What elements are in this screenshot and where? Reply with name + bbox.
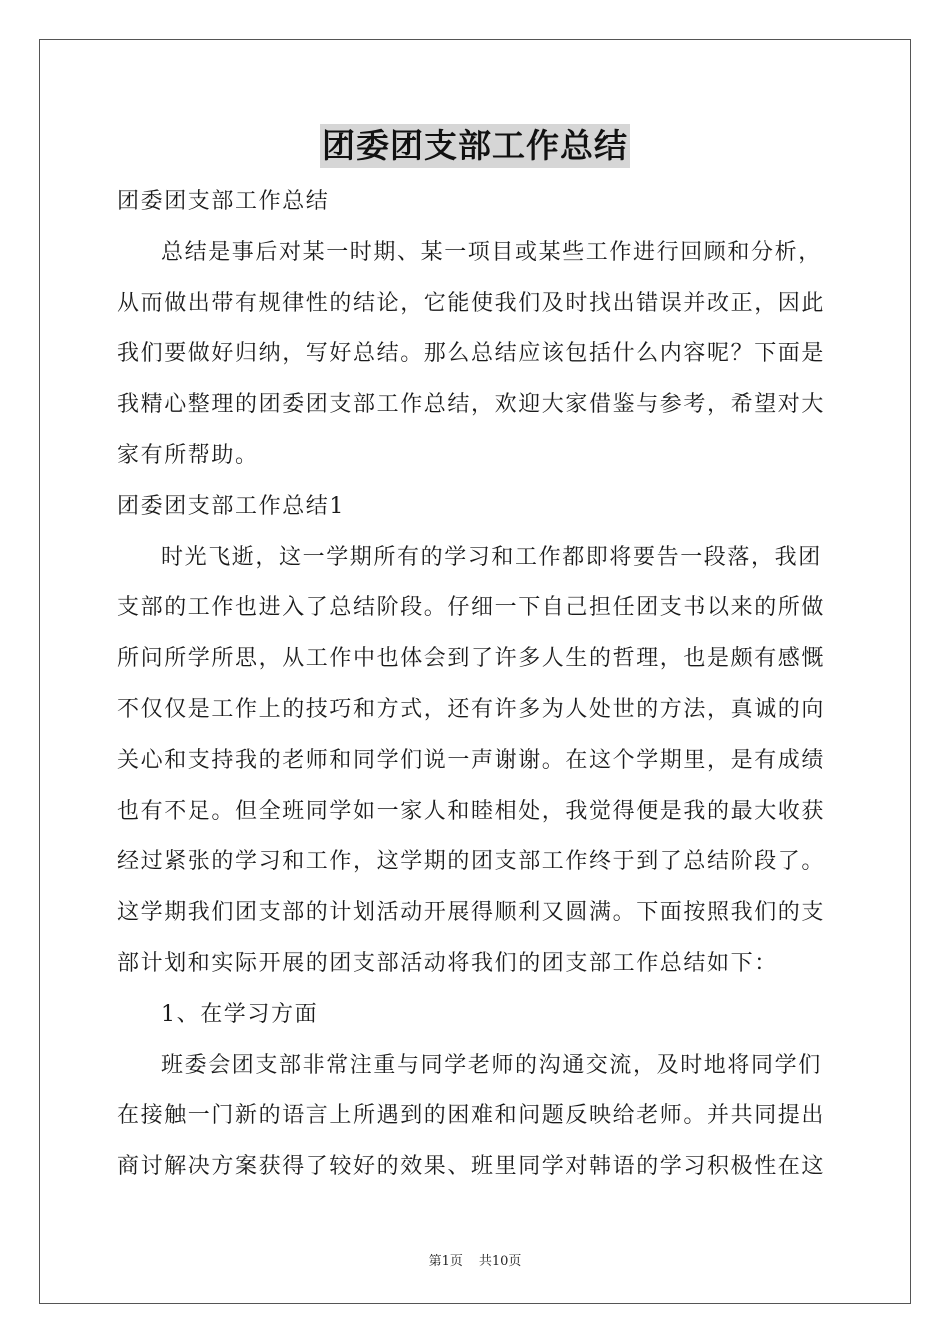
page-number: 第1页	[428, 1254, 463, 1269]
document-title: 团委团支部工作总结	[320, 124, 630, 168]
subtitle: 团委团支部工作总结	[117, 189, 330, 214]
section-paragraph: 时光飞逝，这一学期所有的学习和工作都即将要告一段落，我团支部的工作也进入了总结阶段。仔细一下自己担任团支书以来的所做所问所学所思，从工作中也体会到了许多人生的哲理，也是颇有感慨不仅仅是工作上的技巧和方式，还有许多为人处世的方法，真诚的向关心和支持我的老师和同学们说一声谢谢。在这个学期里，是有成绩也有不足。但全班同学如一家人和睦相处，我觉得便是我的最大收获经过紧张的学习和工作，这学期的团支部工作终于到了总结阶段了。这学期我们团支部的计划活动开展得顺利又圆满。下面按照我们的支部计划和实际开展的团支部活动将我们的团支部工作总结如下：	[117, 544, 826, 976]
title-container	[0, 124, 950, 168]
page-footer	[0, 1250, 950, 1269]
page-total: 共10页	[478, 1254, 522, 1269]
intro-paragraph: 总结是事后对某一时期、某一项目或某些工作进行回顾和分析，从而做出带有规律性的结论，它能使我们及时找出错误并改正，因此我们要做好归纳，写好总结。那么总结应该包括什么内容呢？下面是我精心整理的团委团支部工作总结，欢迎大家借鉴与参考，希望对大家有所帮助。	[117, 239, 826, 468]
section-heading: 团委团支部工作总结1	[117, 493, 345, 519]
item-paragraph: 班委会团支部非常注重与同学老师的沟通交流，及时地将同学们在接触一门新的语言上所遇到的困难和问题反映给老师。并共同提出商讨解决方案获得了较好的效果、班里同学对韩语的学习积极性在这	[117, 1052, 826, 1180]
document-body	[117, 177, 835, 1193]
item-heading: 1、在学习方面	[161, 1001, 319, 1027]
